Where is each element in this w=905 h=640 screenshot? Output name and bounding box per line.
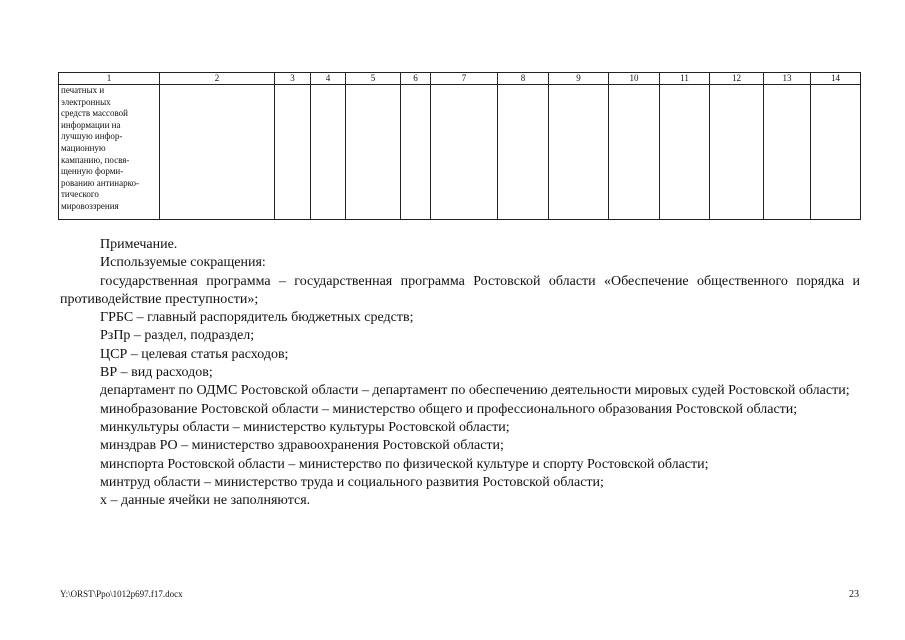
column-header: 14 [811,73,861,85]
column-header: 6 [401,73,431,85]
abbreviation-item: ЦСР – целевая статья расходов; [100,346,289,362]
cell-text-line: средств массовой [61,108,128,119]
footer-file-path: Y:\ORST\Ppo\1012p697.f17.docx [60,589,183,599]
abbreviation-item: минтруд области – министерство труда и социального развития Ростовской области; [100,474,604,490]
abbreviation-item: ВР – вид расходов; [100,365,213,381]
column-header: 10 [609,73,660,85]
table-cell [764,85,811,220]
table-cell [275,85,311,220]
cell-text-line: мировоззрения [61,200,119,211]
page-number: 23 [849,589,859,600]
column-header: 4 [311,73,346,85]
table-cell [549,85,609,220]
table-cell [401,85,431,220]
abbreviation-item: минобразование Ростовской области – министерство общего и профессионального образования Ростовской области; [100,401,798,417]
table-cell [431,85,498,220]
abbreviation-item: минкультуры области – министерство культуры Ростовской области; [100,419,510,435]
cell-text-line: мационную [61,142,106,153]
table-cell [498,85,549,220]
cell-text-line: лучшую инфор- [61,131,123,142]
column-header: 5 [346,73,401,85]
notes-title: Примечание. [100,237,178,252]
table-cell [811,85,861,220]
column-header: 1 [59,73,160,85]
abbreviation-item: минспорта Ростовской области – министерство по физической культуре и спорту Ростовской области; [100,456,709,472]
table-cell [346,85,401,220]
abbreviation-item: минздрав РО – министерство здравоохранения Ростовской области; [100,438,504,454]
abbreviation-item: х – данные ячейки не заполняются. [100,493,311,509]
cell-text-line: тического [61,189,99,200]
column-header: 12 [710,73,764,85]
column-header: 8 [498,73,549,85]
table-cell [160,85,275,220]
column-header: 13 [764,73,811,85]
cell-text-line: щенную форми- [61,166,124,177]
table-row [59,85,861,220]
table-cell [710,85,764,220]
cell-text-line: электронных [61,96,111,107]
table-cell [609,85,660,220]
cell-text-line: печатных и [61,85,105,95]
table-header-row [59,73,861,85]
column-header: 2 [160,73,275,85]
cell-text-line: кампанию, посвя- [61,154,130,165]
abbreviation-item: РзПр – раздел, подраздел; [100,328,255,344]
table-cell-description [59,85,160,220]
abbreviation-item: департамент по ОДМС Ростовской области – департамент по обеспечению деятельности мировых судей Ростовской области; [100,383,850,399]
column-header: 11 [660,73,710,85]
table-cell [311,85,346,220]
abbreviation-item: ГРБС – главный распорядитель бюджетных средств; [100,310,414,326]
table-cell [660,85,710,220]
cell-text-line: информации на [61,119,121,130]
abbreviations-intro: Используемые сокращения: [100,255,266,271]
abbreviation-item: государственная программа – государственная программа Ростовской области «Обеспечение общественного порядка и противодействие преступности»; [60,273,860,307]
column-header: 9 [549,73,609,85]
data-table [58,72,861,220]
cell-text-line: рованию антинарко- [61,177,140,188]
notes-section [60,236,860,510]
column-header: 3 [275,73,311,85]
column-header: 7 [431,73,498,85]
